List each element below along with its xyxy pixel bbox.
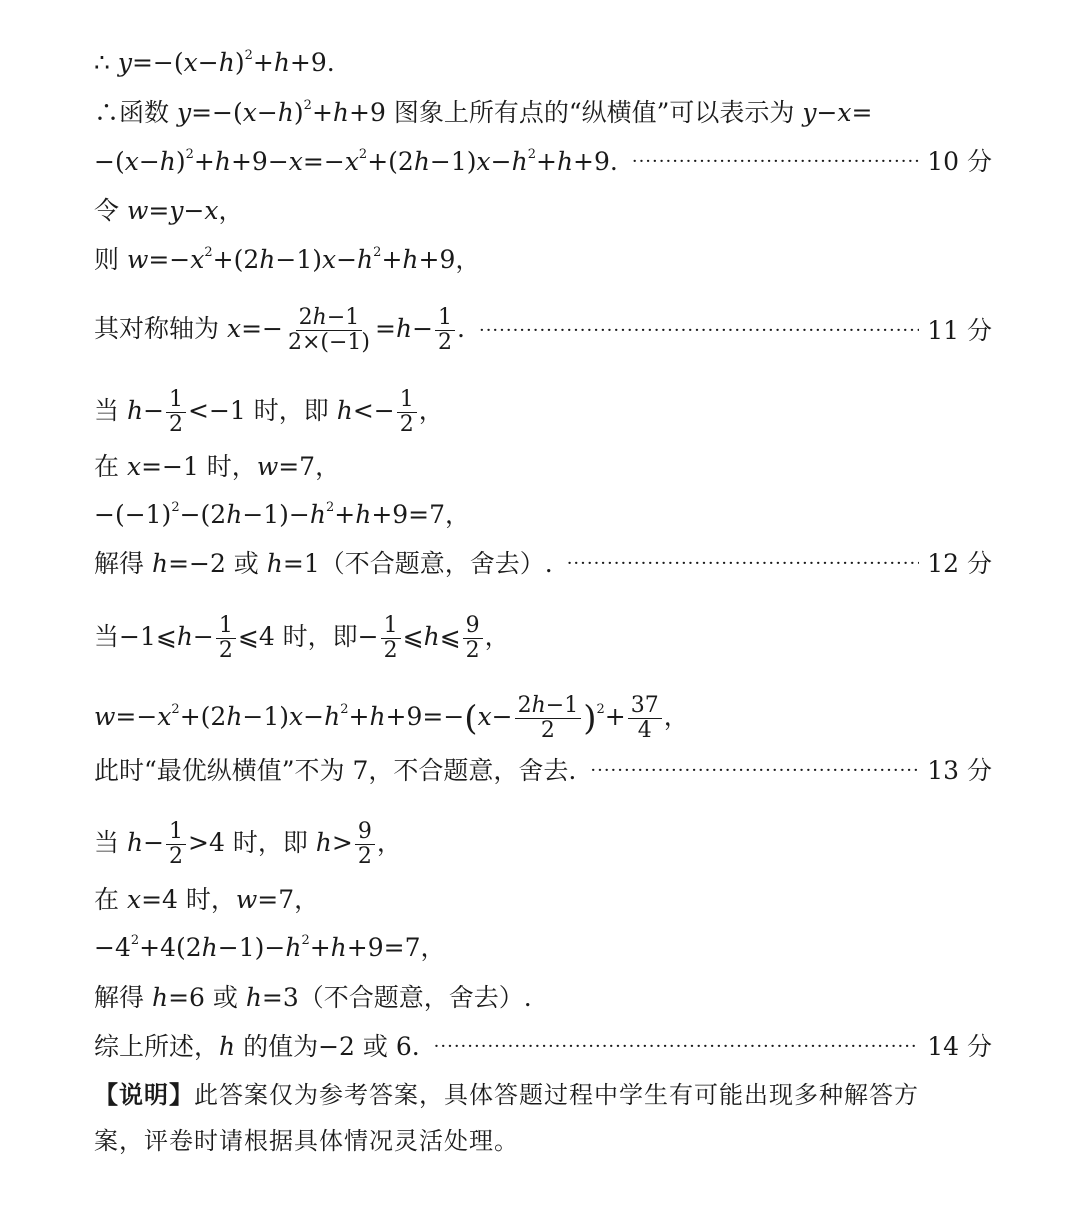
math-line-8: 在 x=−1 时，w=7， xyxy=(94,452,341,481)
math-line-1: ∴ $y=-(x-h)^2+h+9$. xyxy=(94,48,335,77)
math-line-13: 此时“最优纵横值”不为 7，不合题意，舍去. ····· 13 分 xyxy=(94,756,992,786)
score-11: 11 分 xyxy=(927,315,992,345)
score-10: 10 分 xyxy=(927,147,992,176)
math-line-7: 当 h− $\frac{1}{2}$ <−1 时，即 h<− $\frac{1}{2}$ ， xyxy=(94,387,444,437)
score-13: 13 分 xyxy=(927,756,992,785)
math-line-10: 解得 h=−2 或 h=1（不合题意，舍去）. ····· 12 分 xyxy=(94,549,992,579)
math-line-3: $-(x-h)^2+h+9-x=-x^2+(2h-1)x-h^2+h+9$. ····· 10 分 xyxy=(94,147,992,177)
note-text-2: 案，评卷时请根据具体情况灵活处理。 xyxy=(94,1127,519,1155)
score-12: 12 分 xyxy=(927,549,992,578)
math-line-14: 当 h− $\frac{1}{2}$ >4 时，即 h> $\frac{9}{2}$ ， xyxy=(94,819,402,869)
score-14: 14 分 xyxy=(927,1032,992,1061)
dotted-leader xyxy=(479,316,919,346)
math-line-15: 在 x=4 时，w=7， xyxy=(94,885,320,914)
math-line-18: 综上所述，h 的值为−2 或 6. ····· 14 分 xyxy=(94,1032,992,1062)
dotted-leader xyxy=(567,549,920,579)
math-line-6: 其对称轴为 x=− $\frac{2h-1}{2\times(-1)}$ =h− $\frac{1}{2}$ . ····· 11 分 xyxy=(94,306,992,355)
math-line-17: 解得 h=6 或 h=3（不合题意，舍去）. xyxy=(94,983,532,1012)
math-line-12: $w=-x^2+(2h-1)x-h^2+h+9=-(x-$ $\frac{2h-1}{2}$ )$^2$+ $\frac{37}{4}$ ， xyxy=(94,693,689,743)
dotted-leader xyxy=(590,756,919,786)
note-text-1: 此答案仅为参考答案，具体答题过程中学生有可能出现多种解答方 xyxy=(194,1081,919,1109)
dotted-leader xyxy=(434,1032,920,1062)
math-line-11: 当−1⩽h− $\frac{1}{2}$ ⩽4 时，即− $\frac{1}{2}$ ⩽h⩽ $\frac{9}{2}$ ， xyxy=(94,613,510,663)
math-line-4: 令 w=y−x， xyxy=(94,196,244,225)
note-label: 【说明】 xyxy=(94,1081,194,1109)
math-line-9: $-(-1)^2-(2h-1)-h^2+h+9=7$， xyxy=(94,500,471,529)
dotted-leader xyxy=(632,147,919,177)
therefore-symbol: ∴ xyxy=(94,48,110,77)
math-line-16: $-4^2+4(2h-1)-h^2+h+9=7$， xyxy=(94,933,446,962)
math-line-2: ∴函数 $y=-(x-h)^2+h+9$ 图象上所有点的“纵横值”可以表示为 y−x= xyxy=(94,98,873,127)
math-line-5: 则 $w=-x^2+(2h-1)x-h^2+h+9$， xyxy=(94,245,481,274)
note-block xyxy=(94,1072,992,1164)
